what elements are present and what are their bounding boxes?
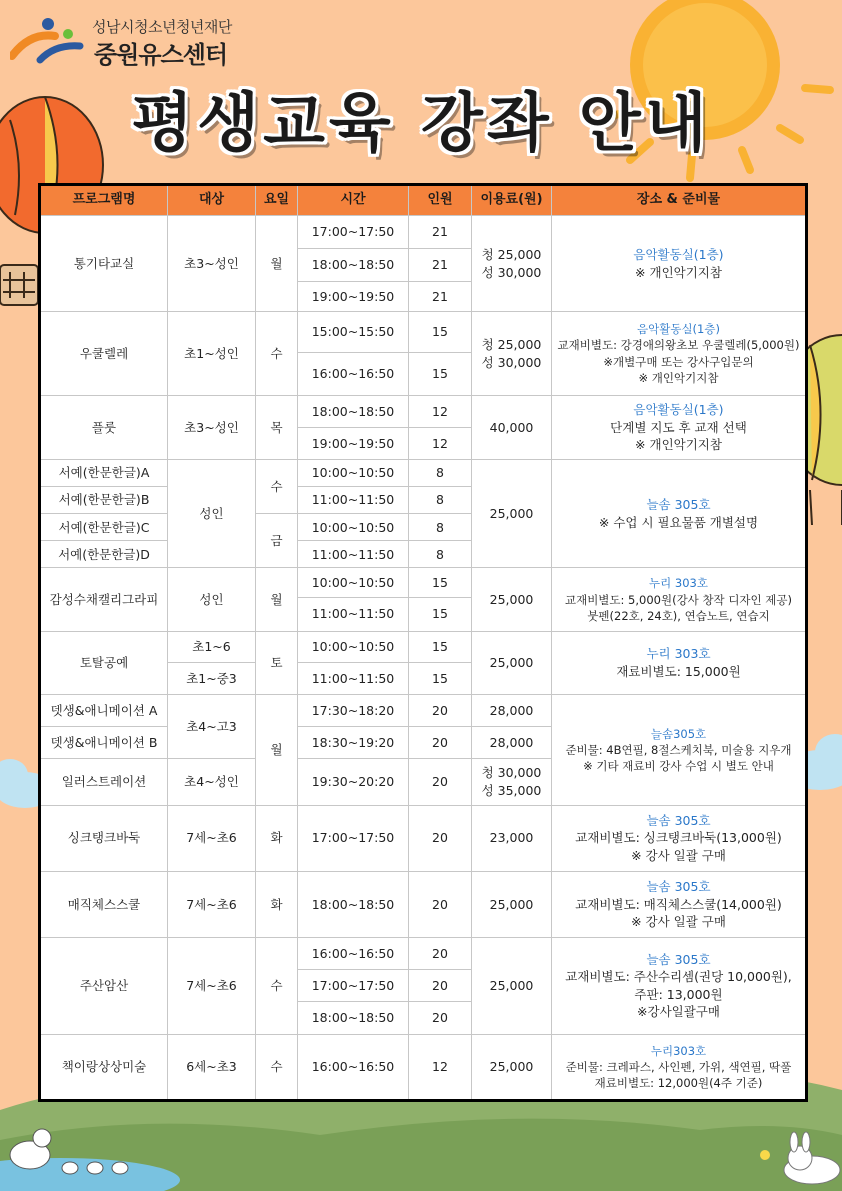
table-row — [40, 568, 807, 597]
capacity: 15 — [409, 631, 472, 662]
program-name: 토탈공예 — [40, 631, 168, 694]
time: 16:00~16:50 — [298, 938, 409, 970]
table-row — [40, 216, 807, 249]
course-table — [38, 183, 808, 1102]
capacity: 21 — [409, 282, 472, 312]
header-capacity: 인원 — [409, 185, 472, 216]
capacity: 8 — [409, 487, 472, 514]
capacity: 20 — [409, 970, 472, 1002]
logo — [10, 14, 250, 69]
day: 월 — [256, 695, 298, 805]
fee: 40,000 — [472, 395, 552, 459]
time: 17:00~17:50 — [298, 970, 409, 1002]
day: 수 — [256, 1034, 298, 1100]
time: 10:00~10:50 — [298, 514, 409, 541]
capacity: 20 — [409, 759, 472, 805]
time: 18:30~19:20 — [298, 727, 409, 759]
fee: 25,000 — [472, 460, 552, 568]
day: 화 — [256, 805, 298, 871]
target: 초4~고3 — [168, 695, 256, 759]
program-name: 주산암산 — [40, 938, 168, 1034]
header-fee: 이용료(원) — [472, 185, 552, 216]
time: 18:00~18:50 — [298, 395, 409, 427]
org-name: 성남시청소년청년재단 — [92, 18, 232, 36]
table-row — [40, 805, 807, 871]
capacity: 20 — [409, 938, 472, 970]
page-title: 평생교육 강좌 안내 — [131, 87, 711, 161]
fee: 25,000 — [472, 1034, 552, 1100]
table-row — [40, 938, 807, 970]
center-name: 중원유스센터 — [94, 41, 228, 69]
capacity: 15 — [409, 662, 472, 694]
program-name: 서예(한문한글)B — [40, 487, 168, 514]
time: 11:00~11:50 — [298, 597, 409, 631]
day: 월 — [256, 216, 298, 312]
fee: 23,000 — [472, 805, 552, 871]
table-row — [40, 460, 807, 487]
capacity: 8 — [409, 460, 472, 487]
capacity: 21 — [409, 216, 472, 249]
target: 초3~성인 — [168, 395, 256, 459]
program-name: 서예(한문한글)A — [40, 460, 168, 487]
capacity: 8 — [409, 514, 472, 541]
table-row — [40, 395, 807, 427]
time: 17:30~18:20 — [298, 695, 409, 727]
time: 18:00~18:50 — [298, 1002, 409, 1034]
time: 10:00~10:50 — [298, 631, 409, 662]
capacity: 8 — [409, 541, 472, 568]
target: 초1~6 — [168, 631, 256, 662]
time: 15:00~15:50 — [298, 312, 409, 352]
place-info: 누리 303호 재료비별도: 15,000원 — [552, 631, 807, 694]
program-name: 플룻 — [40, 395, 168, 459]
target: 7세~초6 — [168, 871, 256, 937]
time: 11:00~11:50 — [298, 487, 409, 514]
fee: 청 30,000 성 35,000 — [472, 759, 552, 805]
table-row — [40, 871, 807, 937]
header-place: 장소 & 준비물 — [552, 185, 807, 216]
capacity: 20 — [409, 871, 472, 937]
time: 16:00~16:50 — [298, 352, 409, 395]
place-info: 음악활동실(1층) ※ 개인악기지참 — [552, 216, 807, 312]
program-name: 서예(한문한글)D — [40, 541, 168, 568]
program-name: 매직체스스쿨 — [40, 871, 168, 937]
time: 17:00~17:50 — [298, 216, 409, 249]
table-header-row — [40, 185, 807, 216]
place-info: 누리303호 준비물: 크레파스, 사인펜, 가위, 색연필, 딱풀 재료비별도: 12,000원(4주 기준) — [552, 1034, 807, 1100]
program-name: 서예(한문한글)C — [40, 514, 168, 541]
place-info: 음악활동실(1층) 교재비별도: 강경애의왕초보 우쿨렐레(5,000원) ※개별구매 또는 강사구입문의 ※ 개인악기지참 — [552, 312, 807, 395]
capacity: 15 — [409, 352, 472, 395]
time: 11:00~11:50 — [298, 541, 409, 568]
table-row — [40, 631, 807, 662]
time: 19:00~19:50 — [298, 427, 409, 459]
capacity: 12 — [409, 427, 472, 459]
program-name: 뎃생&애니메이션 A — [40, 695, 168, 727]
target: 7세~초6 — [168, 805, 256, 871]
day: 수 — [256, 938, 298, 1034]
time: 18:00~18:50 — [298, 249, 409, 282]
target: 7세~초6 — [168, 938, 256, 1034]
fee: 청 25,000 성 30,000 — [472, 312, 552, 395]
program-name: 통기타교실 — [40, 216, 168, 312]
target: 6세~초3 — [168, 1034, 256, 1100]
time: 16:00~16:50 — [298, 1034, 409, 1100]
capacity: 15 — [409, 568, 472, 597]
place-info: 음악활동실(1층) 단계별 지도 후 교재 선택 ※ 개인악기지참 — [552, 395, 807, 459]
table-row — [40, 695, 807, 727]
capacity: 20 — [409, 727, 472, 759]
time: 18:00~18:50 — [298, 871, 409, 937]
capacity: 20 — [409, 1002, 472, 1034]
header-time: 시간 — [298, 185, 409, 216]
day: 수 — [256, 460, 298, 514]
time: 17:00~17:50 — [298, 805, 409, 871]
day: 화 — [256, 871, 298, 937]
fee: 28,000 — [472, 727, 552, 759]
logo-mark-icon — [10, 14, 90, 66]
capacity: 20 — [409, 695, 472, 727]
time: 11:00~11:50 — [298, 662, 409, 694]
day: 목 — [256, 395, 298, 459]
place-info: 늘솜305호 준비물: 4B연필, 8절스케치북, 미술용 지우개 ※ 기타 재료비 강사 수업 시 별도 안내 — [552, 695, 807, 805]
place-info: 늘솜 305호 교재비별도: 주산수리셈(권당 10,000원), 주판: 13,000원 ※강사일괄구매 — [552, 938, 807, 1034]
day: 금 — [256, 514, 298, 568]
fee: 28,000 — [472, 695, 552, 727]
time: 19:00~19:50 — [298, 282, 409, 312]
flower-icon — [760, 1150, 770, 1160]
capacity: 15 — [409, 597, 472, 631]
fee: 25,000 — [472, 568, 552, 631]
time: 10:00~10:50 — [298, 460, 409, 487]
capacity: 12 — [409, 1034, 472, 1100]
program-name: 일러스트레이션 — [40, 759, 168, 805]
target: 초1~중3 — [168, 662, 256, 694]
program-name: 싱크탱크바둑 — [40, 805, 168, 871]
day: 토 — [256, 631, 298, 694]
time: 19:30~20:20 — [298, 759, 409, 805]
place-info: 누리 303호 교재비별도: 5,000원(강사 창작 디자인 제공) 붓펜(22호, 24호), 연습노트, 연습지 — [552, 568, 807, 631]
day: 수 — [256, 312, 298, 395]
target: 성인 — [168, 568, 256, 631]
time: 10:00~10:50 — [298, 568, 409, 597]
table-row — [40, 1034, 807, 1100]
capacity: 20 — [409, 805, 472, 871]
fee: 25,000 — [472, 938, 552, 1034]
place-info: 늘솜 305호 ※ 수업 시 필요물품 개별설명 — [552, 460, 807, 568]
header-day: 요일 — [256, 185, 298, 216]
place-info: 늘솜 305호 교재비별도: 싱크탱크바둑(13,000원) ※ 강사 일괄 구매 — [552, 805, 807, 871]
day: 월 — [256, 568, 298, 631]
header-target: 대상 — [168, 185, 256, 216]
capacity: 12 — [409, 395, 472, 427]
target: 초1~성인 — [168, 312, 256, 395]
table-row — [40, 312, 807, 352]
capacity: 15 — [409, 312, 472, 352]
program-name: 뎃생&애니메이션 B — [40, 727, 168, 759]
target: 초3~성인 — [168, 216, 256, 312]
fee: 25,000 — [472, 631, 552, 694]
header-program: 프로그램명 — [40, 185, 168, 216]
target: 성인 — [168, 460, 256, 568]
place-info: 늘솜 305호 교재비별도: 매직체스스쿨(14,000원) ※ 강사 일괄 구매 — [552, 871, 807, 937]
fee: 청 25,000 성 30,000 — [472, 216, 552, 312]
program-name: 감성수채캘리그라피 — [40, 568, 168, 631]
target: 초4~성인 — [168, 759, 256, 805]
program-name: 우쿨렐레 — [40, 312, 168, 395]
program-name: 책이랑상상미술 — [40, 1034, 168, 1100]
fee: 25,000 — [472, 871, 552, 937]
capacity: 21 — [409, 249, 472, 282]
